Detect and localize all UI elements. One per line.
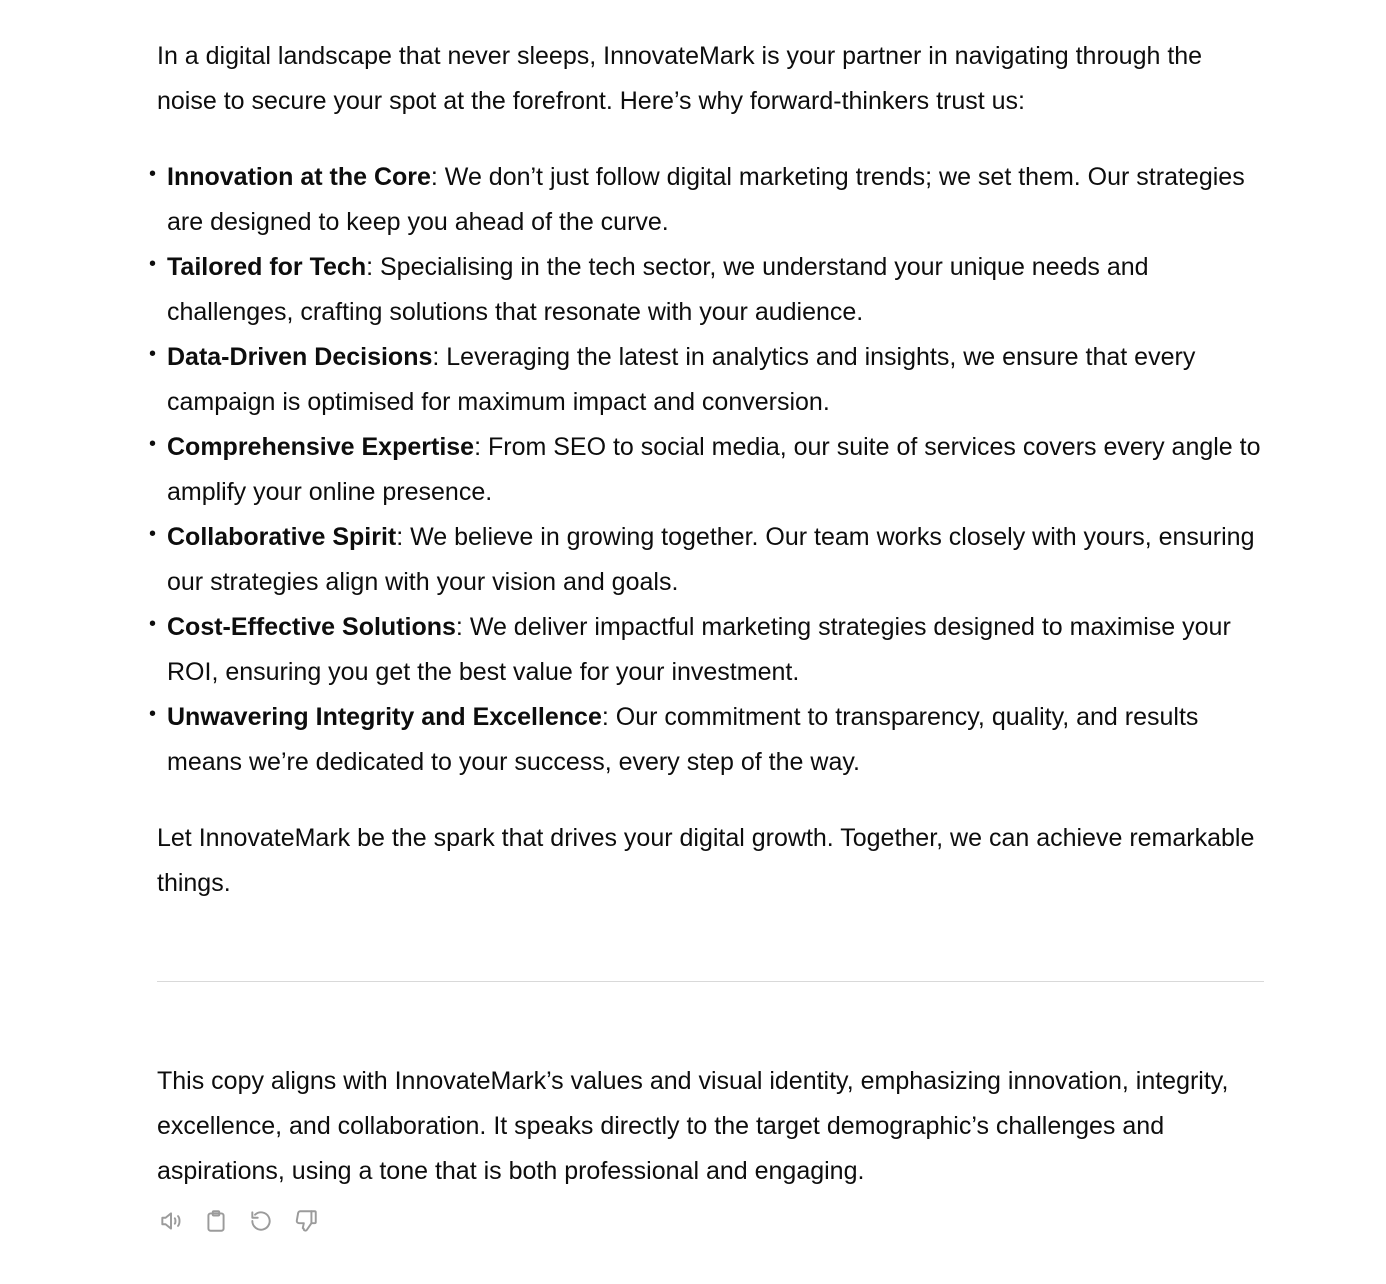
feature-list xyxy=(149,155,1265,785)
copy-icon xyxy=(203,1208,229,1234)
bullet-icon: • xyxy=(149,523,157,545)
list-item xyxy=(149,605,1265,695)
feature-title: Comprehensive Expertise xyxy=(167,433,475,461)
message-actions xyxy=(153,1204,324,1238)
regenerate-button[interactable] xyxy=(243,1204,279,1238)
read-aloud-button[interactable] xyxy=(153,1204,189,1238)
list-item xyxy=(149,155,1265,245)
feature-text: : We deliver impactful marketing strategies designed to maximise your ROI, ensuring you get the best value for your investment. xyxy=(167,613,1231,686)
thumbs-down-icon xyxy=(293,1208,319,1234)
feature-title: Collaborative Spirit xyxy=(167,523,397,551)
feature-text: : From SEO to social media, our suite of services covers every angle to amplify your online presence. xyxy=(167,433,1261,506)
feature-title: Data-Driven Decisions xyxy=(167,343,433,371)
read-aloud-icon xyxy=(158,1208,184,1234)
feature-title: Unwavering Integrity and Excellence xyxy=(167,703,602,731)
bullet-icon: • xyxy=(149,703,157,725)
regenerate-icon xyxy=(248,1208,274,1234)
feature-title: Cost-Effective Solutions xyxy=(167,613,456,641)
feature-text: : Leveraging the latest in analytics and insights, we ensure that every campaign is optimised for maximum impact and conversion. xyxy=(167,343,1196,416)
intro-paragraph: In a digital landscape that never sleeps, InnovateMark is your partner in navigating through the noise to secure your spot at the forefront. Here’s why forward-thinkers trust us: xyxy=(157,42,1203,115)
list-item xyxy=(149,515,1265,605)
list-item xyxy=(149,335,1265,425)
summary-paragraph: This copy aligns with InnovateMark’s values and visual identity, emphasizing innovation, integrity, excellence, and collaboration. It speaks directly to the target demographic’s challenges and aspirations, using a tone that is both professional and engaging. xyxy=(157,1067,1229,1185)
bullet-icon: • xyxy=(149,343,157,365)
bullet-icon: • xyxy=(149,253,157,275)
bullet-icon: • xyxy=(149,613,157,635)
feature-title: Innovation at the Core xyxy=(167,163,431,191)
list-item xyxy=(149,245,1265,335)
copy-button[interactable] xyxy=(198,1204,234,1238)
assistant-message xyxy=(149,34,1265,906)
list-item xyxy=(149,425,1265,515)
feature-text: : Our commitment to transparency, quality, and results means we’re dedicated to your success, every step of the way. xyxy=(167,703,1199,776)
divider xyxy=(157,981,1264,982)
bullet-icon: • xyxy=(149,163,157,185)
thumbs-down-button[interactable] xyxy=(288,1204,324,1238)
feature-title: Tailored for Tech xyxy=(167,253,367,281)
feature-text: : Specialising in the tech sector, we understand your unique needs and challenges, crafting solutions that resonate with your audience. xyxy=(167,253,1149,326)
feature-text: : We believe in growing together. Our team works closely with yours, ensuring our strategies align with your vision and goals. xyxy=(167,523,1255,596)
list-item xyxy=(149,695,1265,785)
feature-text: : We don’t just follow digital marketing trends; we set them. Our strategies are designed to keep you ahead of the curve. xyxy=(167,163,1245,236)
closing-paragraph: Let InnovateMark be the spark that drives your digital growth. Together, we can achieve remarkable things. xyxy=(157,824,1255,897)
bullet-icon: • xyxy=(149,433,157,455)
